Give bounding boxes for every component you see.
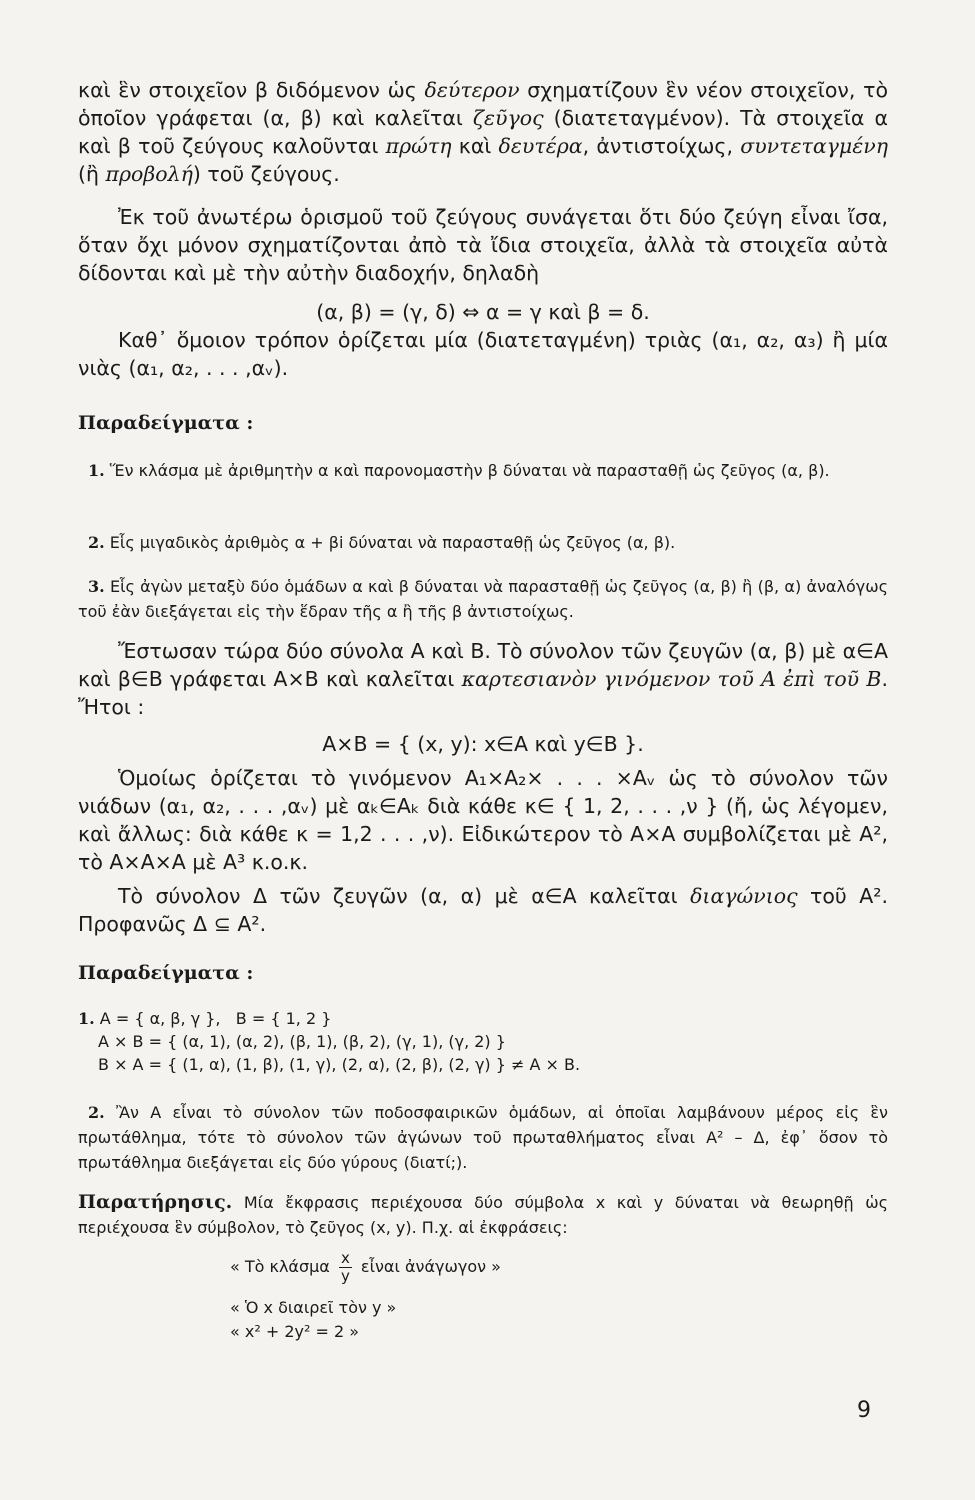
example-2-1-line-1 bbox=[78, 1007, 888, 1030]
italic-term: διαγώνιος bbox=[690, 884, 798, 908]
example-text: Ἂν Α εἶναι τὸ σύνολον τῶν ποδοσφαιρικῶν ὁμάδων, αἱ ὁποῖαι λαμβάνουν μέρος εἰς ἓν πρωτάθλημα, τότε τὸ σύνολον τῶν ἀγώνων τοῦ πρωταθλήματος εἶναι Α² – Δ, ἐφ᾽ ὅσον τὸ πρωτάθλημα διεξάγεται εἰς δύο γύρους (διατί;). bbox=[78, 1103, 888, 1172]
paragraph-pair-equality: Ἐκ τοῦ ἀνωτέρω ὁρισμοῦ τοῦ ζεύγους συνάγεται ὅτι δύο ζεύγη εἶναι ἴσα, ὅταν ὄχι μόνον σχηματίζονται ἀπὸ τὰ ἴδια στοιχεῖα, ἀλλὰ τὰ στοιχεῖα αὐτὰ δίδονται καὶ μὲ τὴν αὐτὴν διαδοχήν, δηλαδὴ bbox=[78, 205, 888, 285]
example-1-2 bbox=[78, 530, 888, 555]
equation-pair-equality: (α, β) = (γ, δ) ⇔ α = γ καὶ β = δ. bbox=[316, 300, 650, 324]
fraction-x-over-y bbox=[339, 1250, 352, 1285]
text: Τὸ σύνολον Δ τῶν ζευγῶν (α, α) μὲ α∈Α καλεῖται bbox=[118, 884, 691, 908]
paragraph-triple: Καθ᾽ ὅμοιον τρόπον ὁρίζεται μία (διατεταγμένη) τριὰς (α₁, α₂, α₃) ἢ μία νιὰς (α₁, α₂, . . . ,αᵥ). bbox=[78, 328, 888, 380]
remark-paragraph bbox=[78, 1190, 888, 1240]
example-2-1-line-2: Α × Β = { (α, 1), (α, 2), (β, 1), (β, 2), (γ, 1), (γ, 2) } bbox=[98, 1032, 506, 1051]
italic-term: ζεῦγος bbox=[472, 106, 544, 130]
examples-heading-1: Παραδείγματα : bbox=[78, 412, 254, 434]
example-number: 1. bbox=[78, 1009, 95, 1028]
italic-term: καρτεσιανὸν γινόμενον τοῦ Α ἐπὶ τοῦ Β bbox=[461, 667, 882, 691]
paragraph-cartesian-product bbox=[78, 637, 888, 721]
text: , ἀντιστοίχως, bbox=[582, 134, 741, 158]
quote-text: « Τὸ κλάσμα bbox=[230, 1257, 330, 1276]
italic-term: πρώτη bbox=[385, 134, 452, 158]
paragraph-pair-definition bbox=[78, 76, 888, 188]
italic-term: προβολή bbox=[105, 162, 193, 186]
text: Ἔστωσαν τώρα δύο σύνολα Α καὶ Β. Τὸ σύνολον τῶν ζευγῶν (α, β) μὲ α∈Α καὶ β∈Β γράφεται Α×Β καὶ καλεῖται bbox=[78, 639, 888, 691]
page-number: 9 bbox=[857, 1398, 871, 1423]
text: καὶ ἓν στοιχεῖον β διδόμενον ὡς bbox=[78, 78, 425, 102]
example-1-3 bbox=[78, 574, 888, 624]
italic-term: συντεταγμένη bbox=[740, 134, 888, 158]
paragraph-product-generalization: Ὁμοίως ὁρίζεται τὸ γινόμενον Α₁×Α₂× . . . ×Αᵥ ὡς τὸ σύνολον τῶν νιάδων (α₁, α₂, . . . ,αᵥ) μὲ αₖ∈Αₖ διὰ κάθε κ∈ { 1, 2, . . . ,ν } (ἤ, ὡς λέγομεν, καὶ ἄλλως: διὰ κάθε κ = 1,2 . . . ,ν). Εἰδικώτερον τὸ Α×Α συμβολίζεται μὲ Α², τὸ Α×Α×Α μὲ Α³ κ.ο.κ. bbox=[78, 766, 888, 874]
example-text: Εἷς μιγαδικὸς ἀριθμὸς α + βi δύναται νὰ παρασταθῇ ὡς ζεῦγος (α, β). bbox=[109, 533, 676, 552]
fraction-denominator: y bbox=[340, 1267, 350, 1285]
example-2-1-line-3: Β × Α = { (1, α), (1, β), (1, γ), (2, α), (2, β), (2, γ) } ≠ Α × Β. bbox=[98, 1055, 581, 1074]
text: ) τοῦ ζεύγους. bbox=[192, 162, 340, 186]
quote-text: εἶναι ἀνάγωγον » bbox=[360, 1257, 501, 1276]
text: τοῦ Α². Προφανῶς Δ ⊆ Α². bbox=[78, 884, 889, 936]
example-2-2 bbox=[78, 1100, 888, 1175]
example-number: 2. bbox=[88, 533, 105, 552]
text: (διατεταγμένον). Τὰ στοιχεῖα α καὶ β τοῦ ζεύγους καλοῦνται bbox=[78, 106, 888, 158]
remark-label: Παρατήρησις. bbox=[78, 1191, 233, 1213]
text: καὶ bbox=[451, 134, 499, 158]
equation-cartesian-product: Α×Β = { (x, y): x∈Α καὶ y∈Β }. bbox=[322, 732, 644, 756]
text: . Ἤτοι : bbox=[78, 667, 888, 719]
fraction-numerator: x bbox=[340, 1249, 350, 1267]
text: σχηματίζουν ἓν νέον στοιχεῖον, τὸ ὁποῖον γράφεται (α, β) καὶ καλεῖται bbox=[78, 78, 888, 130]
paragraph-diagonal bbox=[78, 882, 888, 938]
set-definition: Α = { α, β, γ }, Β = { 1, 2 } bbox=[99, 1009, 332, 1028]
example-number: 3. bbox=[88, 577, 105, 596]
italic-term: δευτέρα bbox=[498, 134, 583, 158]
example-number: 1. bbox=[88, 461, 105, 480]
quote-x-divides-y: « Ὁ x διαιρεῖ τὸν y » bbox=[230, 1298, 397, 1317]
remark-text: Μία ἔκφρασις περιέχουσα δύο σύμβολα x καὶ y δύναται νὰ θεωρηθῇ ὡς περιέχουσα ἓν σύμβολον, τὸ ζεῦγος (x, y). Π.χ. αἱ ἐκφράσεις: bbox=[78, 1193, 888, 1237]
example-1-1 bbox=[78, 458, 888, 483]
quote-equation: « x² + 2y² = 2 » bbox=[230, 1322, 360, 1341]
text: (ἢ bbox=[78, 162, 106, 186]
example-number: 2. bbox=[88, 1103, 105, 1122]
examples-heading-2: Παραδείγματα : bbox=[78, 962, 254, 984]
italic-term: δεύτερον bbox=[424, 78, 520, 102]
example-2-1 bbox=[78, 1007, 888, 1076]
quote-fraction-irreducible bbox=[230, 1250, 501, 1285]
example-text: Εἷς ἀγὼν μεταξὺ δύο ὁμάδων α καὶ β δύναται νὰ παρασταθῇ ὡς ζεῦγος (α, β) ἢ (β, α) ἀναλόγως τοῦ ἐὰν διεξάγεται εἰς τὴν ἕδραν τῆς α ἢ τῆς β ἀντιστοίχως. bbox=[78, 577, 888, 621]
example-text: Ἕν κλάσμα μὲ ἀριθμητὴν α καὶ παρονομαστὴν β δύναται νὰ παρασταθῇ ὡς ζεῦγος (α, β). bbox=[109, 461, 830, 480]
